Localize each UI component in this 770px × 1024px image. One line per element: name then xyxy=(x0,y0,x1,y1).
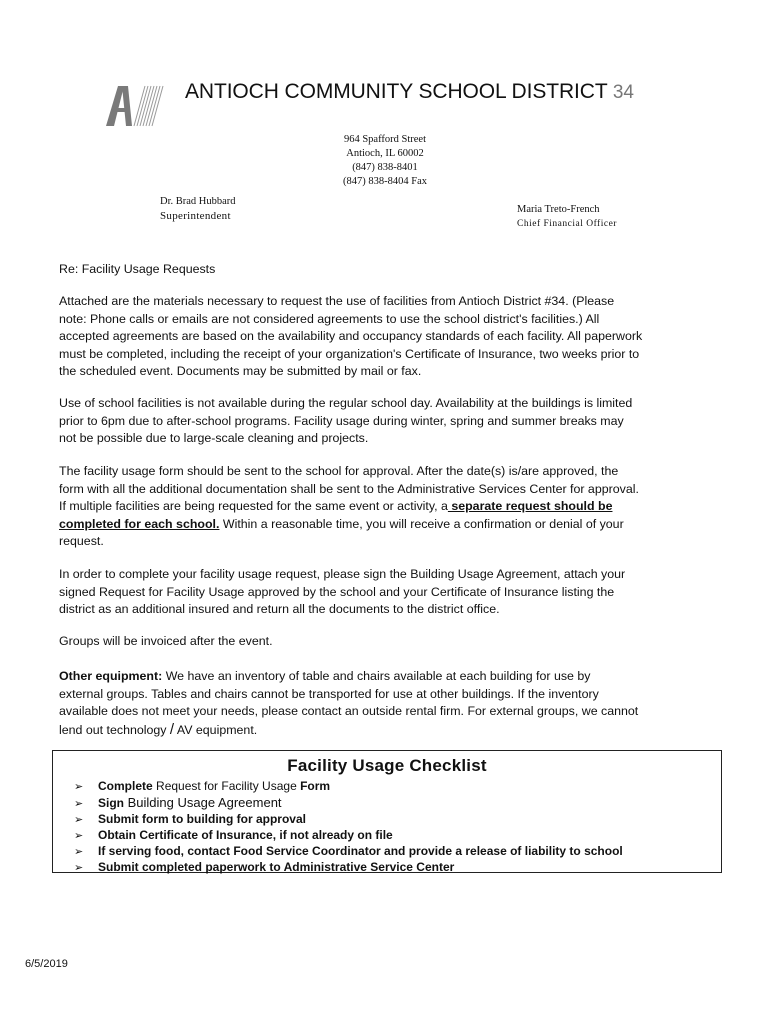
text-line xyxy=(59,668,719,686)
address-city: Antioch, IL 60002 xyxy=(346,148,424,159)
checklist-title: Facility Usage Checklist xyxy=(287,756,487,775)
text-line: note: Phone calls or emails are not considered agreements to use the school district's facilities.) All xyxy=(59,311,600,326)
checklist-item xyxy=(74,828,721,844)
text-run: AV equipment. xyxy=(174,722,258,737)
text-run: If serving food, contact Food Service Coordinator and provide a release of liability to school xyxy=(98,844,623,858)
district-address xyxy=(0,133,770,189)
text-line: Use of school facilities is not available during the regular school day. Availability at the buildings is limited xyxy=(59,396,633,410)
text-line: request. xyxy=(59,534,104,549)
paragraph-availability xyxy=(59,395,719,448)
text-line: not be possible due to large-scale cleaning and projects. xyxy=(59,431,369,446)
arrow-bullet-icon: ➢ xyxy=(74,781,84,793)
arrow-bullet-icon: ➢ xyxy=(74,798,84,810)
text-line: The facility usage form should be sent to the school for approval. After the date(s) is/are approved, the xyxy=(59,464,619,478)
other-equipment-label: Other equipment: xyxy=(59,669,163,683)
checklist xyxy=(53,779,721,876)
text-line: In order to complete your facility usage request, please sign the Building Usage Agreement, attach your xyxy=(59,567,626,581)
text-run: Within a reasonable time, you will receive a confirmation or denial of your xyxy=(219,516,624,531)
checklist-item xyxy=(74,812,721,828)
superintendent-name: Dr. Brad Hubbard xyxy=(160,196,236,207)
text-run: Submit completed paperwork to Administrative Service Center xyxy=(98,860,455,874)
address-fax: (847) 838-8404 Fax xyxy=(343,176,427,187)
text-line xyxy=(59,721,719,740)
text-line: external groups. Tables and chairs cannot be transported for use at other buildings. If the inventory xyxy=(59,686,599,701)
text-run: We have an inventory of table and chairs available at each building for use by xyxy=(162,669,591,683)
arrow-bullet-icon: ➢ xyxy=(74,830,84,842)
arrow-bullet-icon: ➢ xyxy=(74,814,84,826)
text-line: must be completed, including the receipt of your organization's Certificate of Insurance, two weeks prior to xyxy=(59,346,640,361)
text-line xyxy=(59,498,719,516)
text-run: Obtain Certificate of Insurance, if not already on file xyxy=(98,828,393,842)
arrow-bullet-icon: ➢ xyxy=(74,862,84,874)
district-logo xyxy=(104,78,166,128)
re-line: Re: Facility Usage Requests xyxy=(59,262,216,276)
text-run: Complete xyxy=(98,779,153,793)
text-line: district as an additional insured and return all the documents to the district office. xyxy=(59,602,500,617)
slash-glyph: / xyxy=(169,720,175,738)
text-line: the scheduled event. Documents may be submitted by mail or fax. xyxy=(59,364,422,379)
superintendent-role: Superintendent xyxy=(160,210,231,222)
superintendent-block xyxy=(160,195,236,223)
text-run: lend out technology xyxy=(59,722,170,737)
text-line: prior to 6pm due to after-school programs. Facility usage during winter, spring and summer breaks may xyxy=(59,413,624,428)
text-line xyxy=(59,516,719,534)
cfo-role: Chief Financial Officer xyxy=(517,219,617,229)
text-line: accepted agreements are based on the availability and occupancy standards of each facility. All paperwork xyxy=(59,329,643,344)
paragraph-materials xyxy=(59,293,719,381)
district-title xyxy=(185,80,634,104)
text-run: Building Usage Agreement xyxy=(124,795,282,810)
text-run: Submit form to building for approval xyxy=(98,812,306,826)
paragraph-instructions xyxy=(59,566,719,619)
checklist-item xyxy=(74,844,721,860)
text-line: Attached are the materials necessary to request the use of facilities from Antioch District #34. (Please xyxy=(59,294,615,308)
address-phone: (847) 838-8401 xyxy=(352,162,418,173)
separate-request-emphasis: separate request should be xyxy=(447,499,613,514)
cfo-name: Maria Treto-French xyxy=(517,204,600,215)
paragraph-approval xyxy=(59,463,719,551)
facility-checklist-box xyxy=(52,750,722,873)
address-street: 964 Spafford Street xyxy=(343,134,427,145)
arrow-bullet-icon: ➢ xyxy=(74,846,84,858)
checklist-item xyxy=(74,779,721,795)
text-line: form with all the additional documentation shall be sent to the Administrative Services Center for approval. xyxy=(59,481,639,496)
text-run: Sign xyxy=(98,796,124,810)
text-run: Form xyxy=(300,779,331,793)
text-line: available does not meet your needs, please contact an outside rental firm. For external groups, we cannot xyxy=(59,704,639,719)
paragraph-equipment xyxy=(59,668,719,739)
district-number: 34 xyxy=(612,82,634,103)
each-school-emphasis: completed for each school. xyxy=(59,516,220,531)
text-run: If multiple facilities are being requested for the same event or activity, a xyxy=(59,499,448,514)
document-date: 6/5/2019 xyxy=(25,958,68,970)
cfo-block xyxy=(517,203,617,231)
paragraph-invoice: Groups will be invoiced after the event. xyxy=(59,634,273,648)
text-line: signed Request for Facility Usage approved by the school and your Certificate of Insurance listing the xyxy=(59,584,615,599)
checklist-item xyxy=(74,795,721,812)
text-run: Request for Facility Usage xyxy=(152,779,301,793)
district-name: ANTIOCH COMMUNITY SCHOOL DISTRICT xyxy=(185,80,608,103)
checklist-item xyxy=(74,860,721,876)
